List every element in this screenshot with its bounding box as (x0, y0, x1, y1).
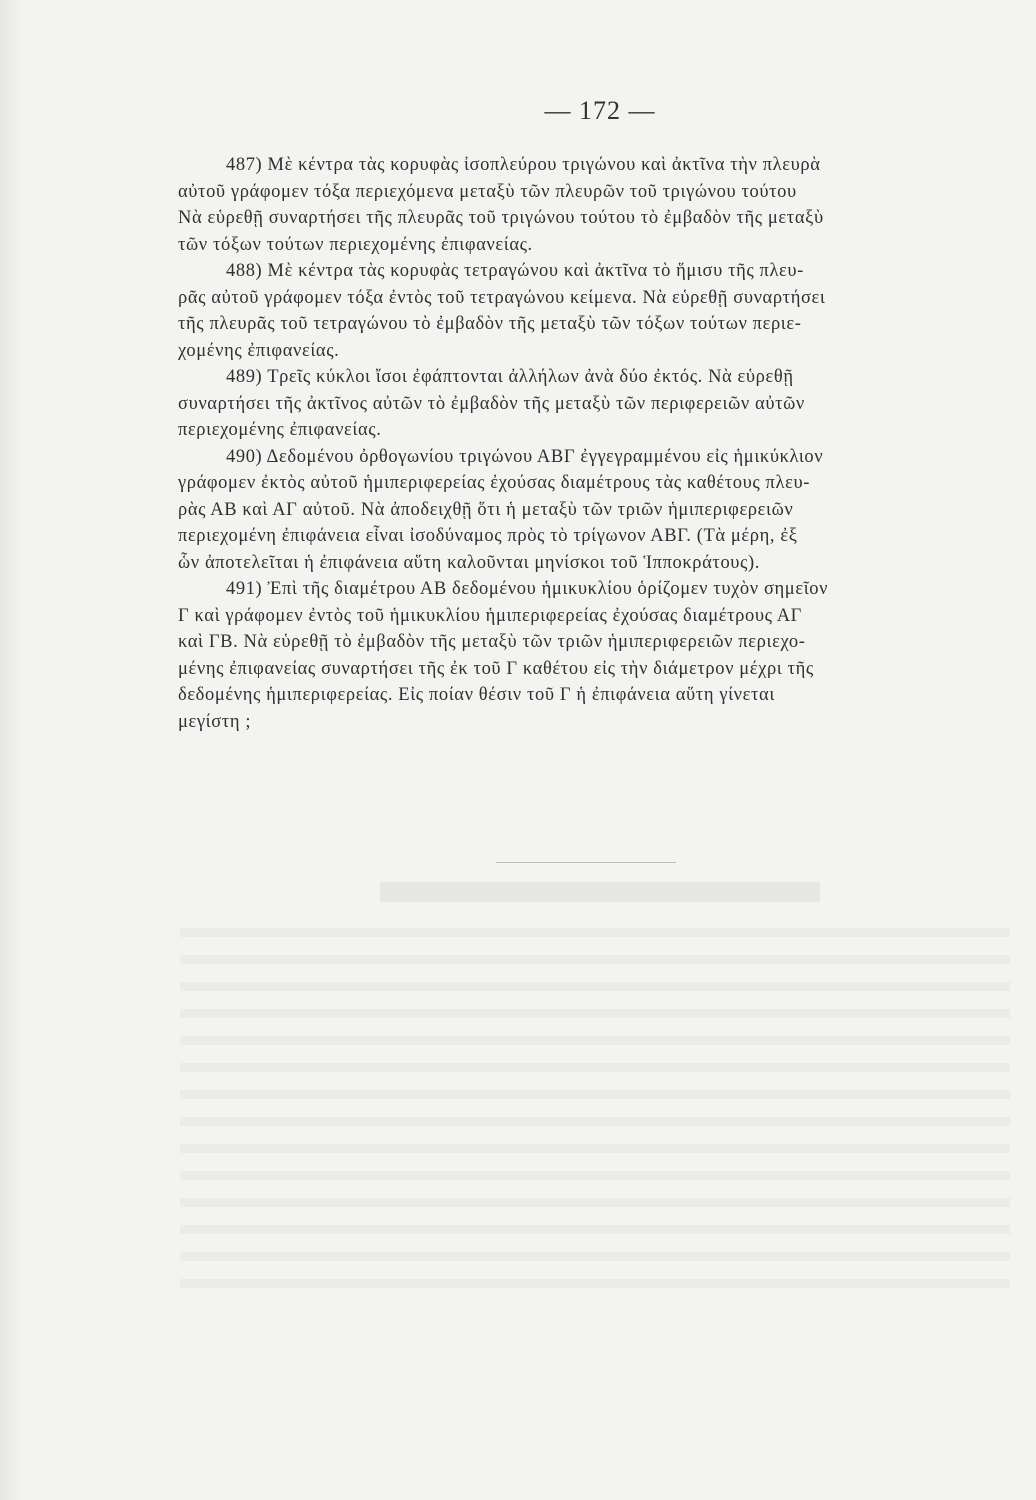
show-through-line (180, 1036, 1010, 1045)
show-through-line (180, 1198, 1010, 1207)
problem-text-block (178, 152, 1036, 735)
text-line: δεδομένης ἡμιπεριφερείας. Εἰς ποίαν θέσιν τοῦ Γ ἡ ἐπιφάνεια αὕτη γίνεται (178, 685, 775, 705)
text-line: Νὰ εὑρεθῇ συναρτήσει τῆς πλευρᾶς τοῦ τριγώνου τούτου τὸ ἐμβαδὸν τῆς μεταξὺ (178, 208, 824, 228)
show-through-line (180, 1144, 1010, 1153)
text-line: 488) Μὲ κέντρα τὰς κορυφὰς τετραγώνου καὶ ἀκτῖνα τὸ ἥμισυ τῆς πλευ- (226, 261, 804, 281)
show-through-line (180, 928, 1010, 937)
problem-489 (178, 364, 1036, 444)
show-through-line (180, 1009, 1010, 1018)
text-line: χομένης ἐπιφανείας. (178, 340, 340, 361)
text-line: τῶν τόξων τούτων περιεχομένης ἐπιφανείας. (178, 234, 533, 255)
show-through-line (180, 982, 1010, 991)
text-line: 490) Δεδομένου ὀρθογωνίου τριγώνου ΑΒΓ ἐγγεγραμμένου εἰς ἡμικύκλιον (226, 446, 824, 467)
scan-edge-shadow (0, 0, 22, 1500)
show-through-line (180, 1090, 1010, 1099)
section-divider (496, 862, 676, 863)
show-through-line (180, 1117, 1010, 1126)
text-line: ὧν ἀποτελεῖται ἡ ἐπιφάνεια αὕτη καλοῦνται μηνίσκοι τοῦ Ἱπποκράτους). (178, 552, 760, 573)
text-line: μένης ἐπιφανείας συναρτήσει τῆς ἐκ τοῦ Γ καθέτου εἰς τὴν διάμετρον μέχρι τῆς (178, 658, 814, 679)
text-line: 489) Τρεῖς κύκλοι ἴσοι ἐφάπτονται ἀλλήλων ἀνὰ δύο ἐκτός. Νὰ εὑρεθῇ (226, 367, 794, 387)
problem-491 (178, 576, 1036, 735)
text-line: μεγίστη ; (178, 711, 252, 732)
show-through-line (180, 955, 1010, 964)
text-line: γράφομεν ἐκτὸς αὐτοῦ ἡμιπεριφερείας ἐχούσας διαμέτρους τὰς καθέτους πλευ- (178, 473, 810, 493)
show-through-heading (380, 882, 820, 902)
problem-490 (178, 444, 1036, 577)
show-through-line (180, 1225, 1010, 1234)
problem-488 (178, 258, 1036, 364)
text-line: περιεχομένη ἐπιφάνεια εἶναι ἰσοδύναμος πρὸς τὸ τρίγωνον ΑΒΓ. (Τὰ μέρη, ἐξ (178, 526, 798, 546)
show-through-line (180, 1252, 1010, 1261)
page-number: — 172 — (544, 96, 656, 125)
text-line: ρᾶς αὐτοῦ γράφομεν τόξα ἐντὸς τοῦ τετραγώνου κείμενα. Νὰ εὑρεθῇ συναρτήσει (178, 287, 826, 308)
text-line: αὐτοῦ γράφομεν τόξα περιεχόμενα μεταξὺ τῶν πλευρῶν τοῦ τριγώνου τούτου (178, 181, 797, 202)
show-through-line (180, 1171, 1010, 1180)
text-line: περιεχομένης ἐπιφανείας. (178, 420, 382, 440)
text-line: ρὰς ΑΒ καὶ ΑΓ αὐτοῦ. Νὰ ἀποδειχθῇ ὅτι ἡ μεταξὺ τῶν τριῶν ἡμιπεριφερειῶν (178, 499, 794, 520)
show-through-line (180, 1279, 1010, 1288)
show-through-line (180, 1063, 1010, 1072)
text-line: συναρτήσει τῆς ἀκτῖνος αὐτῶν τὸ ἐμβαδὸν τῆς μεταξὺ τῶν περιφερειῶν αὐτῶν (178, 393, 805, 414)
text-line: τῆς πλευρᾶς τοῦ τετραγώνου τὸ ἐμβαδὸν τῆς μεταξὺ τῶν τόξων τούτων περιε- (178, 314, 802, 334)
text-line: 487) Μὲ κέντρα τὰς κορυφὰς ἰσοπλεύρου τριγώνου καὶ ἀκτῖνα τὴν πλευρὰ (226, 155, 821, 175)
text-line: Γ καὶ γράφομεν ἐντὸς τοῦ ἡμικυκλίου ἡμιπεριφερείας ἐχούσας διαμέτρους ΑΓ (178, 605, 802, 626)
text-line: 491) Ἐπὶ τῆς διαμέτρου ΑΒ δεδομένου ἡμικυκλίου ὁρίζομεν τυχὸν σημεῖον (226, 579, 829, 599)
text-line: καὶ ΓΒ. Νὰ εὑρεθῇ τὸ ἐμβαδὸν τῆς μεταξὺ τῶν τριῶν ἡμιπεριφερειῶν περιεχο- (178, 632, 806, 652)
problem-487 (178, 152, 1036, 258)
